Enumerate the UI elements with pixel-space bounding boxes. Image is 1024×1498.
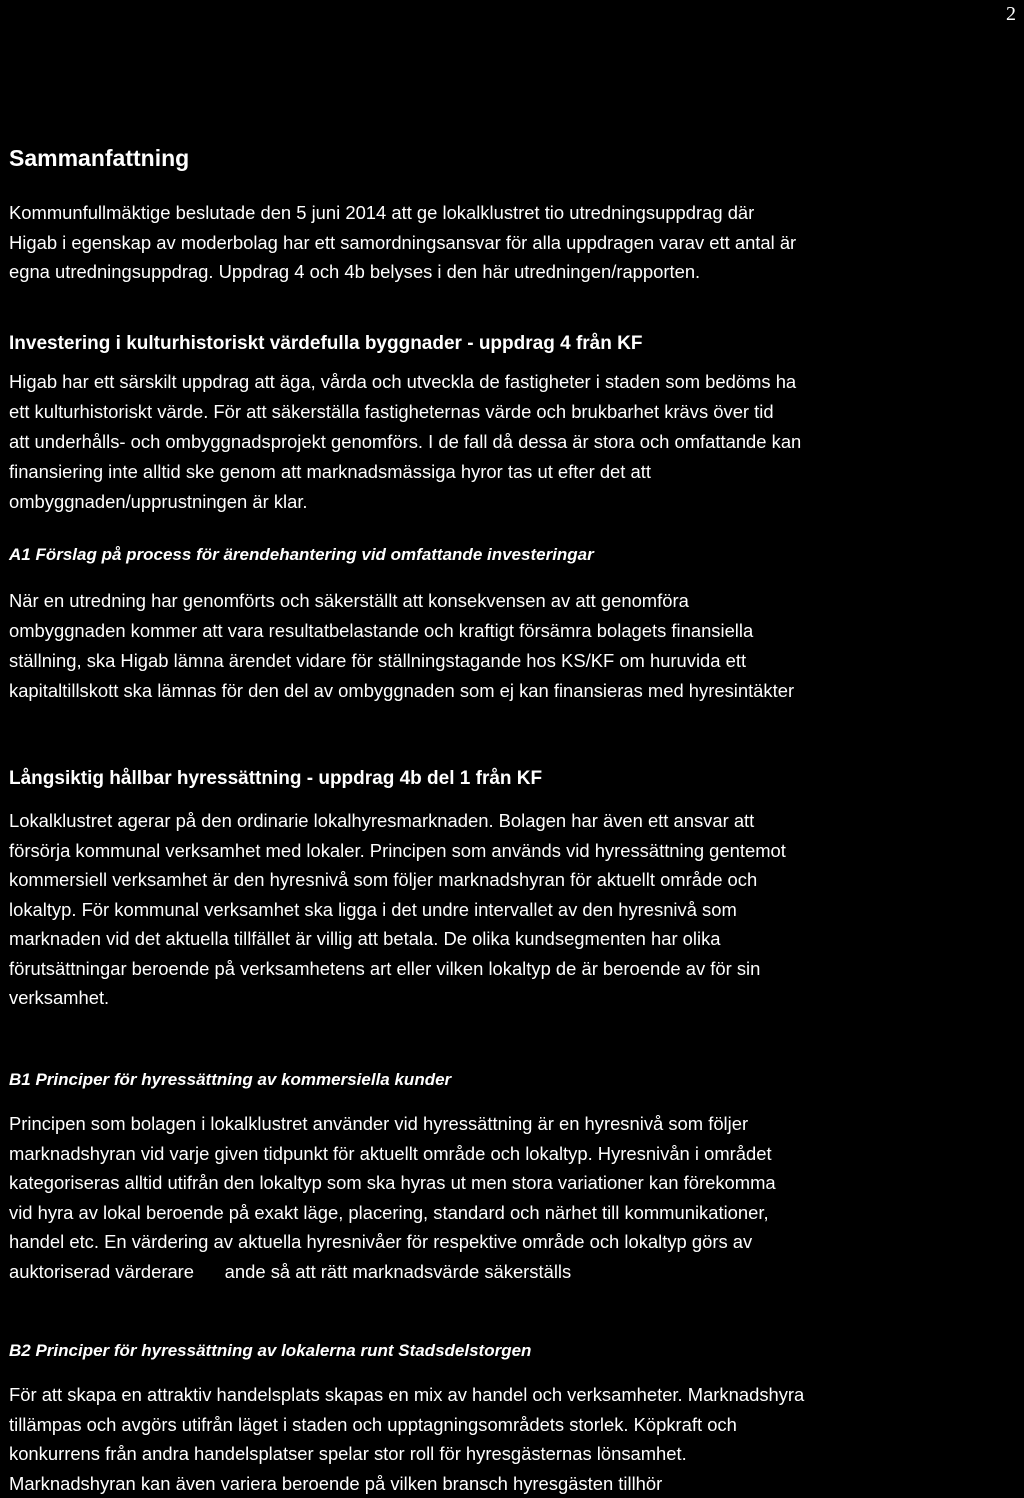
text-line: ett kulturhistoriskt värde. För att säkerställa fastigheternas värde och brukbarhet krävs över tid [9, 397, 1009, 427]
text-line: Higab i egenskap av moderbolag har ett samordningsansvar för alla uppdragen varav ett antal är [9, 228, 1009, 258]
text-line: egna utredningsuppdrag. Uppdrag 4 och 4b belyses i den här utredningen/rapporten. [9, 257, 1009, 287]
text-line: Higab har ett särskilt uppdrag att äga, vårda och utveckla de fastigheter i staden som bedöms ha [9, 367, 1009, 397]
summary-heading: Sammanfattning [9, 144, 1009, 172]
rent-heading: Långsiktig hållbar hyressättning - uppdrag 4b del 1 från KF [9, 767, 1009, 791]
text-line: förutsättningar beroende på verksamhetens art eller vilken lokaltyp de är beroende av för sin [9, 954, 1009, 984]
summary-paragraph [9, 198, 1009, 287]
section-b2 [9, 1339, 1009, 1363]
text-line: Marknadshyran kan även variera beroende på vilken bransch hyresgästen tillhör [9, 1469, 1009, 1498]
text-line: kapitaltillskott ska lämnas för den del av ombyggnaden som ej kan finansieras med hyresintäkter [9, 676, 1009, 706]
b1-paragraph [9, 1109, 1009, 1286]
b2-paragraph [9, 1380, 1009, 1498]
text-line: finansiering inte alltid ske genom att marknadsmässiga hyror tas ut efter det att [9, 457, 1009, 487]
section-investment [9, 332, 1009, 356]
text-line: För att skapa en attraktiv handelsplats skapas en mix av handel och verksamheter. Marknadshyra [9, 1380, 1009, 1410]
section-b1 [9, 1068, 1009, 1092]
rent-paragraph [9, 806, 1009, 1013]
text-line: kommersiell verksamhet är den hyresnivå som följer marknadshyran för aktuellt område och [9, 865, 1009, 895]
text-line: När en utredning har genomförts och säkerställt att konsekvensen av att genomföra [9, 586, 1009, 616]
text-line: kategoriseras alltid utifrån den lokaltyp som ska hyras ut men stora variationer kan förekomma [9, 1168, 1009, 1198]
text-line: Kommunfullmäktige beslutade den 5 juni 2014 att ge lokalklustret tio utredningsuppdrag där [9, 198, 1009, 228]
text-line: konkurrens från andra handelsplatser spelar stor roll för hyresgästernas lönsamhet. [9, 1439, 1009, 1469]
text-line: lokaltyp. För kommunal verksamhet ska ligga i det undre intervallet av den hyresnivå som [9, 895, 1009, 925]
text-line: verksamhet. [9, 983, 1009, 1013]
text-line: marknaden vid det aktuella tillfället är villig att betala. De olika kundsegmenten har olika [9, 924, 1009, 954]
section-summary [9, 144, 1009, 172]
page-number: 2 [1006, 2, 1016, 26]
text-line: handel etc. En värdering av aktuella hyresnivåer för respektive område och lokaltyp görs av [9, 1227, 1009, 1257]
text-line: Lokalklustret agerar på den ordinarie lokalhyresmarknaden. Bolagen har även ett ansvar att [9, 806, 1009, 836]
text-line: ombyggnaden/upprustningen är klar. [9, 487, 1009, 517]
text-line: tillämpas och avgörs utifrån läget i staden och upptagningsområdets storlek. Köpkraft och [9, 1410, 1009, 1440]
investment-paragraph [9, 367, 1009, 517]
text-line: försörja kommunal verksamhet med lokaler. Principen som används vid hyressättning gentemot [9, 836, 1009, 866]
section-a1 [9, 543, 1009, 567]
text-line: ställning, ska Higab lämna ärendet vidare för ställningstagande hos KS/KF om huruvida ett [9, 646, 1009, 676]
a1-paragraph [9, 586, 1009, 706]
investment-heading: Investering i kulturhistoriskt värdefulla byggnader - uppdrag 4 från KF [9, 332, 1009, 356]
text-line: att underhålls- och ombyggnadsprojekt genomförs. I de fall då dessa är stora och omfattande kan [9, 427, 1009, 457]
text-line: auktoriserad värderare ande så att rätt marknadsvärde säkerställs [9, 1257, 1009, 1287]
text-line: marknadshyran vid varje given tidpunkt för aktuellt område och lokaltyp. Hyresnivån i området [9, 1139, 1009, 1169]
section-rent [9, 767, 1009, 791]
text-line: vid hyra av lokal beroende på exakt läge, placering, standard och närhet till kommunikationer, [9, 1198, 1009, 1228]
text-line: Principen som bolagen i lokalklustret använder vid hyressättning är en hyresnivå som följer [9, 1109, 1009, 1139]
b2-heading: B2 Principer för hyressättning av lokalerna runt Stadsdelstorgen [9, 1339, 1009, 1363]
a1-heading: A1 Förslag på process för ärendehantering vid omfattande investeringar [9, 543, 1009, 567]
text-line: ombyggnaden kommer att vara resultatbelastande och kraftigt försämra bolagets finansiella [9, 616, 1009, 646]
b1-heading: B1 Principer för hyressättning av kommersiella kunder [9, 1068, 1009, 1092]
